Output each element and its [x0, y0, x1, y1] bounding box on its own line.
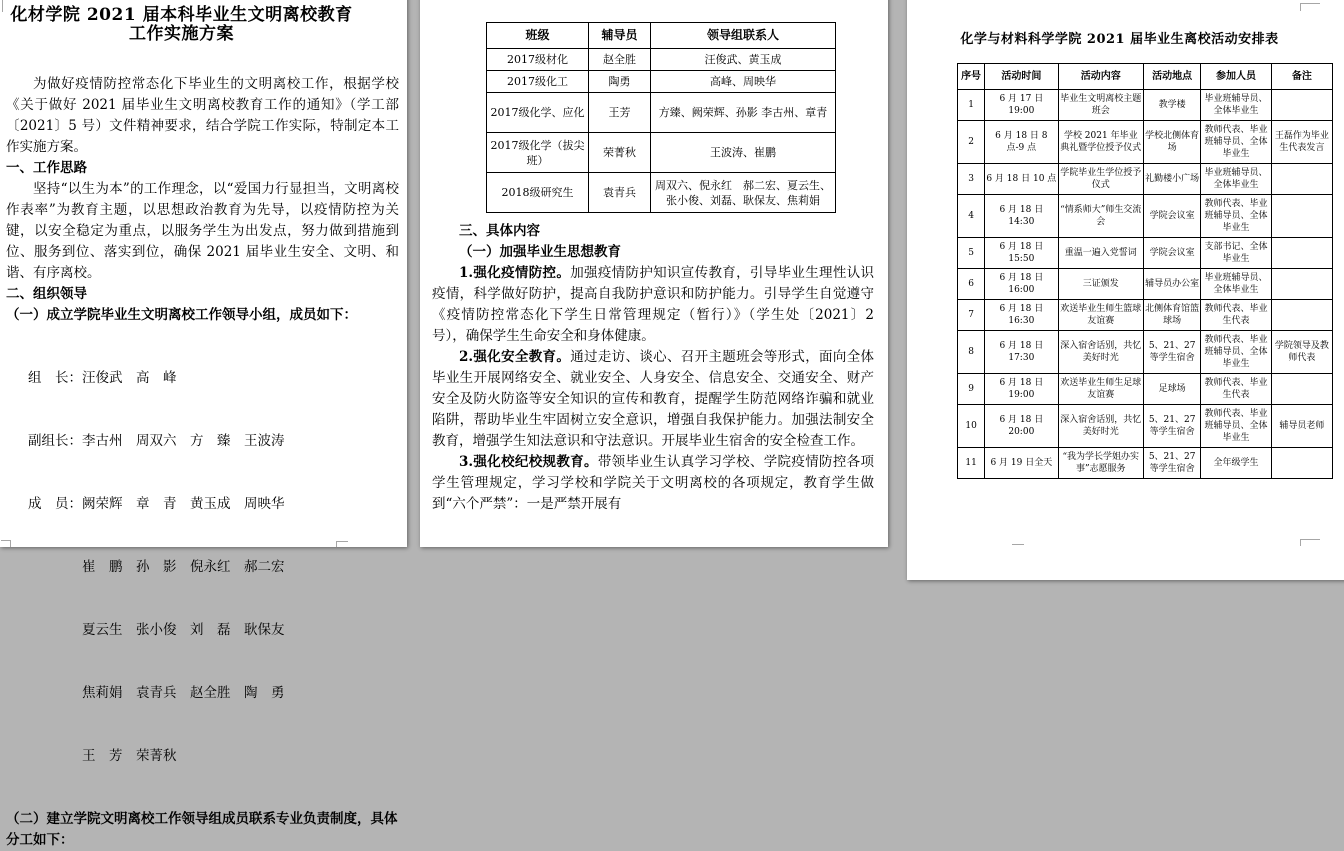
item-text: 通过走访、谈心、召开主题班会等形式，面向全体毕业生开展网络安全、就业安全、人身安全、信息安全、交通安全、财产安全及防火防盗等安全知识的宣传和教育，提醒学生防范网络诈骗和就业陷阱，帮助毕业生牢固树立安全意识，增强自我保护能力。加强法制安全教育，增强学生知法意识和守法意识。开展毕业生宿舍的安全检查工作。	[432, 349, 875, 449]
leader-name-list	[28, 326, 399, 809]
table-row	[487, 133, 836, 173]
table-cell	[1271, 448, 1332, 479]
table-cell	[1271, 195, 1332, 238]
table-cell: 教师代表、毕业生代表	[1201, 300, 1271, 331]
item-text: 加强疫情防护知识宣传教育，引导毕业生理性认识疫情，科学做好防护，提高自我防护意识和防护能力。引导学生自觉遵守《疫情防控常态化下学生日常管理规定（暂行）》（学生处〔2021〕2 号），确保学生生命安全和身体健康。	[432, 265, 875, 344]
table-cell: 袁青兵	[589, 173, 651, 213]
table-cell: 6 月 17 日 19:00	[985, 90, 1058, 121]
table-cell: 辅导员办公室	[1143, 269, 1200, 300]
table-cell: 学院毕业生学位授予仪式	[1058, 164, 1143, 195]
table-cell: 三证颁发	[1058, 269, 1143, 300]
crop-mark	[336, 541, 348, 547]
table-cell: 陶勇	[589, 71, 651, 93]
table-cell: 礼勤楼小广场	[1143, 164, 1200, 195]
table-cell: 6 月 19 日全天	[985, 448, 1058, 479]
table-row	[958, 164, 1333, 195]
page2-item-2	[432, 347, 874, 452]
table-header-row	[487, 23, 836, 49]
table-cell: “我为学长学姐办实事”志愿服务	[1058, 448, 1143, 479]
page1-subheading-1: （一）成立学院毕业生文明离校工作领导小组，成员如下：	[6, 307, 357, 323]
table-row	[958, 300, 1333, 331]
crop-mark	[1300, 539, 1320, 546]
table-cell: 2017级化学、应化	[487, 93, 589, 133]
table-row	[958, 121, 1333, 164]
table-cell: 全年级学生	[1201, 448, 1271, 479]
table-row	[487, 93, 836, 133]
table-cell: “情系师大”师生交流会	[1058, 195, 1143, 238]
item-lead: 3.强化校纪校规教育。	[459, 454, 598, 470]
header-class: 班级	[487, 23, 589, 49]
table-cell: 学校 2021 年毕业典礼暨学位授予仪式	[1058, 121, 1143, 164]
table-cell: 支部书记、全体毕业生	[1201, 238, 1271, 269]
table-row	[487, 49, 836, 71]
page1-guideline-paragraph: 坚持“以生为本”的工作理念，以“爱国力行显担当，文明离校作表率”为教育主题，以思想政治教育为先导，以疫情防控为关键，以安全稳定为重点，以服务学生为出发点，努力做到措施到位、服务到位、落实到位，确保 2021 届毕业生安全、文明、和谐、有序离校。	[6, 181, 399, 281]
activity-schedule-table	[957, 63, 1333, 479]
table-row	[958, 238, 1333, 269]
table-row	[958, 90, 1333, 121]
table-cell: 6 月 18 日 16:30	[985, 300, 1058, 331]
header-remark: 备注	[1271, 64, 1332, 90]
header-content: 活动内容	[1058, 64, 1143, 90]
table-cell: 汪俊武、黄玉成	[651, 49, 836, 71]
table-cell: 赵全胜	[589, 49, 651, 71]
table-cell: 7	[958, 300, 985, 331]
table-cell: 荣菁秋	[589, 133, 651, 173]
table-cell: 2017级化学（拔尖班）	[487, 133, 589, 173]
table-cell: 2017级材化	[487, 49, 589, 71]
table-cell	[1271, 374, 1332, 405]
table-cell: 毕业班辅导员、全体毕业生	[1201, 90, 1271, 121]
table-cell: 学院领导及教师代表	[1271, 331, 1332, 374]
table-cell: 毕业生文明离校主题班会	[1058, 90, 1143, 121]
item-lead: 1.强化疫情防控。	[459, 265, 571, 281]
table-cell: 3	[958, 164, 985, 195]
page1-title	[6, 6, 357, 44]
name-line: 崔 鹏 孙 影 倪永红 郝二宏	[28, 559, 285, 575]
page1-intro-paragraph: 为做好疫情防控常态化下毕业生的文明离校工作，根据学校《关于做好 2021 届毕业生文明离校教育工作的通知》（学工部〔2021〕5 号）文件精神要求，结合学院工作实际，特制定本工作实施方案。	[6, 76, 399, 155]
table-cell: 5、21、27 等学生宿舍	[1143, 331, 1200, 374]
table-cell: 6 月 18 日 14:30	[985, 195, 1058, 238]
table-cell: 5	[958, 238, 985, 269]
contact-table	[486, 22, 836, 213]
table-cell: 6 月 18 日 20:00	[985, 405, 1058, 448]
item-lead: 2.强化安全教育。	[459, 349, 571, 365]
header-time: 活动时间	[985, 64, 1058, 90]
table-cell: 周双六、倪永红 郝二宏、夏云生、张小俊、刘磊、耿保友、焦莉娟	[651, 173, 836, 213]
table-row	[958, 195, 1333, 238]
name-line: 夏云生 张小俊 刘 磊 耿保友	[28, 622, 285, 638]
table-cell: 王芳	[589, 93, 651, 133]
page1-heading-1: 一、工作思路	[6, 160, 87, 176]
table-cell: 8	[958, 331, 985, 374]
table-cell: 毕业班辅导员、全体毕业生	[1201, 164, 1271, 195]
page2-heading-2: （一）加强毕业生思想教育	[459, 244, 621, 260]
table-cell: 5、21、27 等学生宿舍	[1143, 448, 1200, 479]
schedule-title: 化学与材料科学学院 2021 届毕业生离校活动安排表	[960, 32, 1279, 47]
table-cell: 王波涛、崔鹏	[651, 133, 836, 173]
table-cell	[1271, 90, 1332, 121]
table-cell: 教师代表、毕业班辅导员、全体毕业生	[1201, 405, 1271, 448]
table-row	[958, 331, 1333, 374]
table-cell: 深入宿舍话别，共忆美好时光	[1058, 331, 1143, 374]
table-cell: 深入宿舍话别，共忆美好时光	[1058, 405, 1143, 448]
page1-title-line2: 工作实施方案	[129, 24, 234, 44]
document-page-1[interactable]	[0, 0, 407, 848]
table-cell: 10	[958, 405, 985, 448]
page1-title-line1: 化材学院 2021 届本科毕业生文明离校教育	[10, 5, 353, 25]
table-header-row	[958, 64, 1333, 90]
table-cell: 2017级化工	[487, 71, 589, 93]
table-row	[487, 173, 836, 213]
table-cell: 6	[958, 269, 985, 300]
table-cell: 学院会议室	[1143, 238, 1200, 269]
table-cell: 6 月 18 日 10 点	[985, 164, 1058, 195]
table-cell: 学校北侧体育场	[1143, 121, 1200, 164]
item-text: 带领毕业生认真学习学校、学院疫情防控各项学生管理规定，学习学校和学院关于文明离校的各项规定，教育学生做到“六个严禁”：一是严禁开展有	[432, 454, 875, 512]
table-cell: 学院会议室	[1143, 195, 1200, 238]
table-cell: 高峰、周映华	[651, 71, 836, 93]
table-cell: 11	[958, 448, 985, 479]
page2-item-3	[432, 452, 874, 515]
table-cell: 4	[958, 195, 985, 238]
table-cell: 6 月 18 日 8 点-9 点	[985, 121, 1058, 164]
table-cell: 王磊作为毕业生代表发言	[1271, 121, 1332, 164]
table-cell: 6 月 18 日 16:00	[985, 269, 1058, 300]
table-cell: 重温一遍入党誓词	[1058, 238, 1143, 269]
table-cell: 辅导员老师	[1271, 405, 1332, 448]
table-cell: 教师代表、毕业班辅导员、全体毕业生	[1201, 121, 1271, 164]
table-cell: 教师代表、毕业班辅导员、全体毕业生	[1201, 195, 1271, 238]
table-row	[958, 374, 1333, 405]
crop-mark	[2, 0, 3, 12]
table-cell: 9	[958, 374, 985, 405]
table-cell: 6 月 18 日 15:50	[985, 238, 1058, 269]
table-cell: 1	[958, 90, 985, 121]
table-row	[487, 71, 836, 93]
header-place: 活动地点	[1143, 64, 1200, 90]
table-cell	[1271, 238, 1332, 269]
table-cell: 欢送毕业生师生足球友谊赛	[1058, 374, 1143, 405]
table-row	[958, 448, 1333, 479]
table-cell	[1271, 269, 1332, 300]
header-participants: 参加人员	[1201, 64, 1271, 90]
table-row	[958, 269, 1333, 300]
table-row	[958, 405, 1333, 448]
table-cell: 2018级研究生	[487, 173, 589, 213]
table-cell	[1271, 164, 1332, 195]
page1-subheading-2: （二）建立学院文明离校工作领导组成员联系专业负责制度，具体分工如下：	[6, 811, 398, 848]
header-contact: 领导组联系人	[651, 23, 836, 49]
page2-heading-1: 三、具体内容	[459, 223, 540, 239]
page1-heading-2: 二、组织领导	[6, 286, 87, 302]
table-cell: 欢送毕业生师生篮球友谊赛	[1058, 300, 1143, 331]
table-cell: 5、21、27 等学生宿舍	[1143, 405, 1200, 448]
header-no: 序号	[958, 64, 985, 90]
crop-mark	[1012, 544, 1024, 549]
document-page-2[interactable]	[420, 0, 888, 547]
document-page-3[interactable]	[907, 0, 1344, 580]
table-cell: 6 月 18 日 17:30	[985, 331, 1058, 374]
table-cell: 北侧体育馆篮球场	[1143, 300, 1200, 331]
table-cell: 毕业班辅导员、全体毕业生	[1201, 269, 1271, 300]
table-cell	[1271, 300, 1332, 331]
crop-mark	[1300, 3, 1320, 11]
table-cell: 教师代表、毕业班辅导员、全体毕业生	[1201, 331, 1271, 374]
crop-mark	[1, 540, 11, 547]
name-line: 组 长：汪俊武 高 峰	[28, 370, 177, 386]
table-cell: 方臻、阙荣辉、孙影 李古州、章青	[651, 93, 836, 133]
table-cell: 2	[958, 121, 985, 164]
table-cell: 6 月 18 日 19:00	[985, 374, 1058, 405]
name-line: 副组长：李古州 周双六 方 臻 王波涛	[28, 433, 285, 449]
name-line: 王 芳 荣菁秋	[28, 748, 177, 764]
table-cell: 教学楼	[1143, 90, 1200, 121]
header-counselor: 辅导员	[589, 23, 651, 49]
page2-item-1	[432, 263, 874, 347]
name-line: 焦莉娟 袁青兵 赵全胜 陶 勇	[28, 685, 285, 701]
table-cell: 足球场	[1143, 374, 1200, 405]
table-cell: 教师代表、毕业生代表	[1201, 374, 1271, 405]
name-line: 成 员：阙荣辉 章 青 黄玉成 周映华	[28, 496, 285, 512]
